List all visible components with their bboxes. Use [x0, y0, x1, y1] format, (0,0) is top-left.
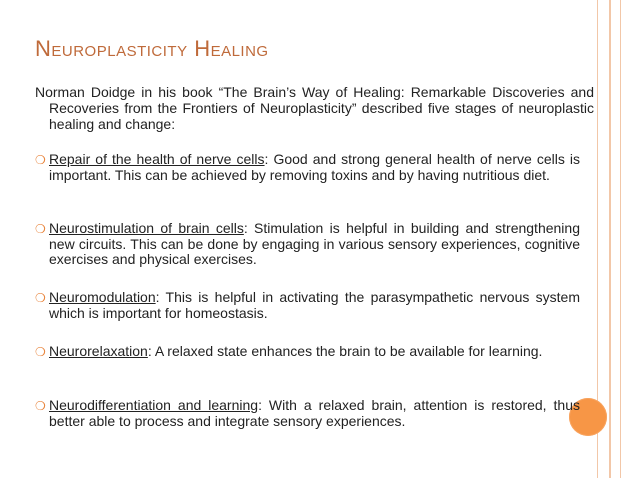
bullet-icon: ❍ — [35, 153, 46, 167]
list-item-body: : A relaxed state enhances the brain to be available for learning. — [147, 343, 543, 359]
intro-paragraph: Norman Doidge in his book “The Brain’s Way of Healing: Remarkable Discoveries and Recoveries from the Frontiers of Neuroplasticity” described five stages of neuroplastic healing and change: — [35, 84, 594, 132]
list-item-heading: Neuromodulation — [49, 289, 156, 305]
bullet-icon: ❍ — [35, 291, 46, 305]
list-item — [35, 152, 580, 183]
list-item-text — [49, 344, 580, 360]
border-line — [620, 0, 621, 478]
list-item-body: : Stimulation is helpful in building and strengthening new circuits. This can be done by engaging in various sensory experiences, cognitive exercises and physical exercises. — [49, 220, 580, 267]
list-item-text — [49, 290, 580, 321]
border-line — [609, 0, 611, 478]
list-item-text — [49, 221, 580, 268]
list-item — [35, 290, 580, 321]
slide-title: Neuroplasticity Healing — [35, 36, 269, 61]
list-item-text — [49, 152, 580, 183]
list-item-body: : With a relaxed brain, attention is restored, thus better able to process and integrate sensory experiences. — [49, 397, 580, 429]
list-item — [35, 398, 580, 429]
bullet-icon: ❍ — [35, 222, 46, 236]
list-item-body: : This is helpful in activating the parasympathetic nervous system which is important for homeostasis. — [49, 289, 580, 321]
list-item-text — [49, 398, 580, 429]
bullet-icon: ❍ — [35, 399, 46, 413]
list-item-body: : Good and strong general health of nerve cells is important. This can be achieved by removing toxins and by having nutritious diet. — [49, 151, 580, 183]
list-item — [35, 344, 580, 360]
list-item-heading: Neurostimulation of brain cells — [49, 220, 244, 236]
bullet-icon: ❍ — [35, 345, 46, 359]
list-item — [35, 221, 580, 268]
list-item-heading: Neurodifferentiation and learning — [49, 397, 259, 413]
list-item-heading: Repair of the health of nerve cells — [49, 151, 265, 167]
list-item-heading: Neurorelaxation — [49, 343, 148, 359]
